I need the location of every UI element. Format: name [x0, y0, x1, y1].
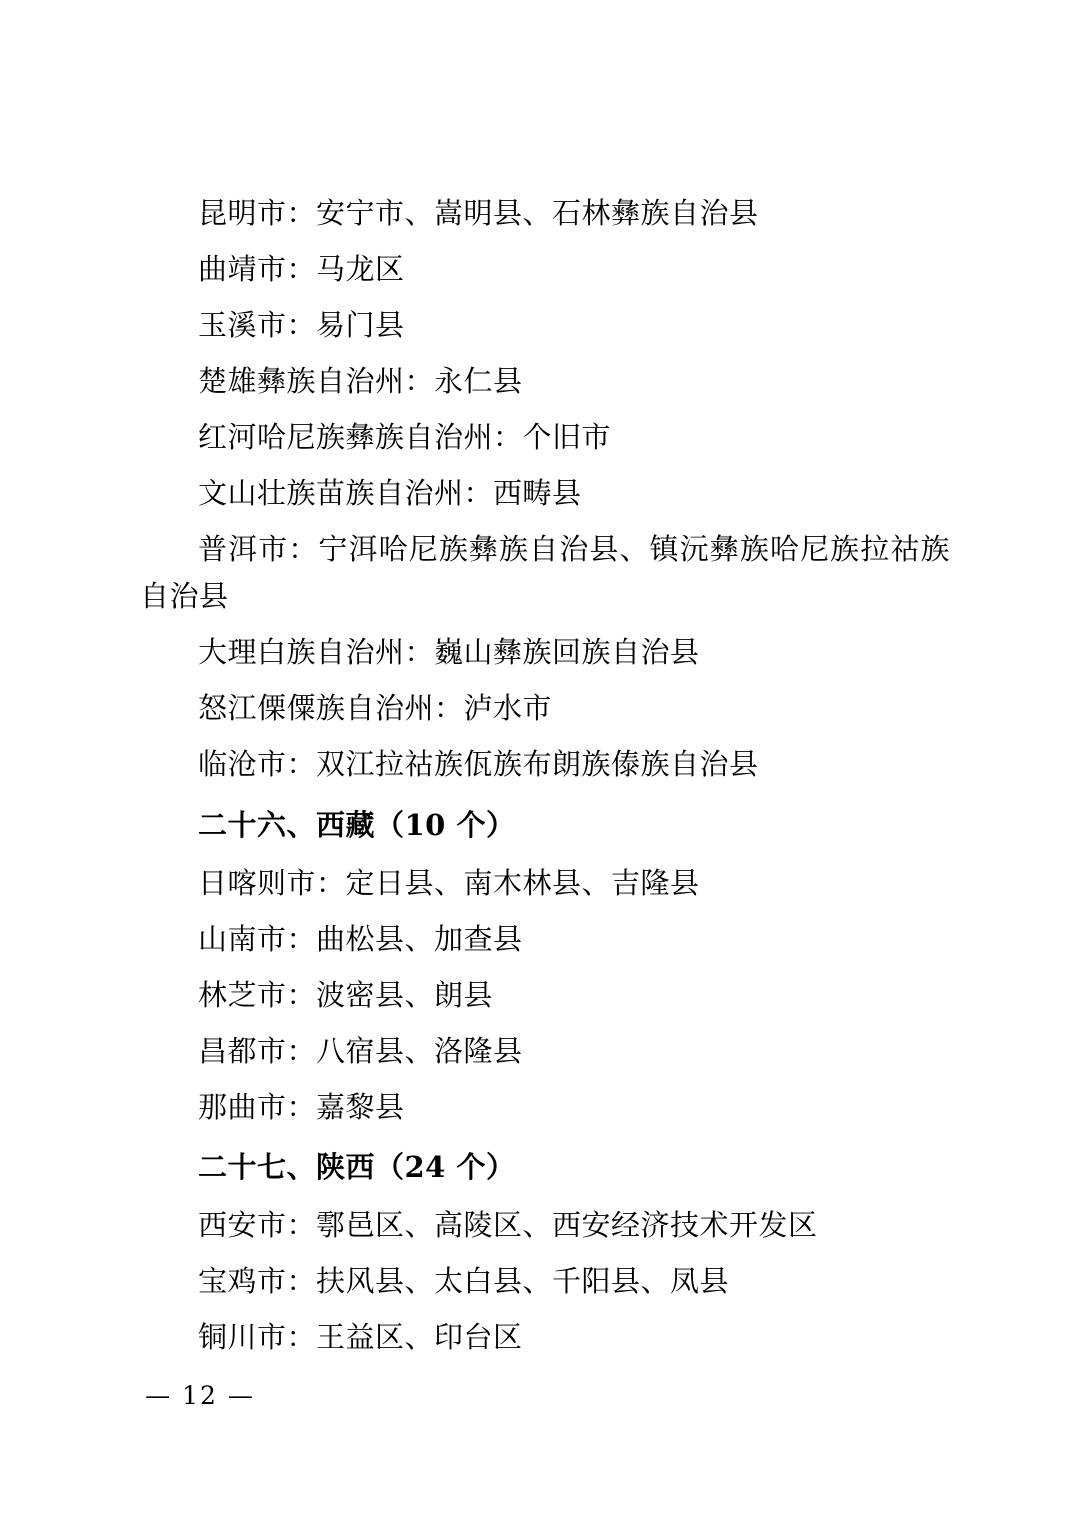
paragraph: 铜川市：王益区、印台区 [198, 1320, 523, 1355]
document-body [140, 190, 950, 1361]
page-number: — 12 — [145, 1381, 255, 1410]
paragraph: 大理白族自治州：巍山彝族回族自治县 [198, 634, 700, 669]
paragraph: 楚雄彝族自治州：永仁县 [198, 363, 523, 398]
paragraph: 怒江傈僳族自治州：泸水市 [198, 690, 553, 725]
paragraph: 曲靖市：马龙区 [198, 251, 405, 286]
paragraph: 红河哈尼族彝族自治州：个旧市 [198, 419, 612, 454]
paragraph: 临沧市：双江拉祜族佤族布朗族傣族自治县 [198, 746, 759, 781]
page-footer [0, 1381, 1080, 1410]
paragraph: 昌都市：八宿县、洛隆县 [198, 1033, 523, 1068]
paragraph: 昆明市：安宁市、嵩明县、石林彝族自治县 [198, 196, 759, 230]
paragraph: 普洱市：宁洱哈尼族彝族自治县、镇沅彝族哈尼族拉祜族自治县 [140, 531, 950, 613]
paragraph: 文山壮族苗族自治州：西畴县 [198, 475, 582, 510]
paragraph: 那曲市：嘉黎县 [198, 1089, 405, 1124]
paragraph: 林芝市：波密县、朗县 [198, 977, 494, 1012]
paragraph: 日喀则市：定日县、南木林县、吉隆县 [198, 865, 700, 900]
paragraph: 宝鸡市：扶风县、太白县、千阳县、凤县 [198, 1264, 730, 1299]
paragraph: 山南市：曲松县、加查县 [198, 921, 523, 956]
section-heading: 二十六、西藏（10 个） [198, 807, 516, 842]
paragraph: 西安市：鄠邑区、高陵区、西安经济技术开发区 [198, 1208, 818, 1243]
section-heading: 二十七、陕西（24 个） [198, 1150, 516, 1185]
paragraph: 玉溪市：易门县 [198, 307, 405, 342]
